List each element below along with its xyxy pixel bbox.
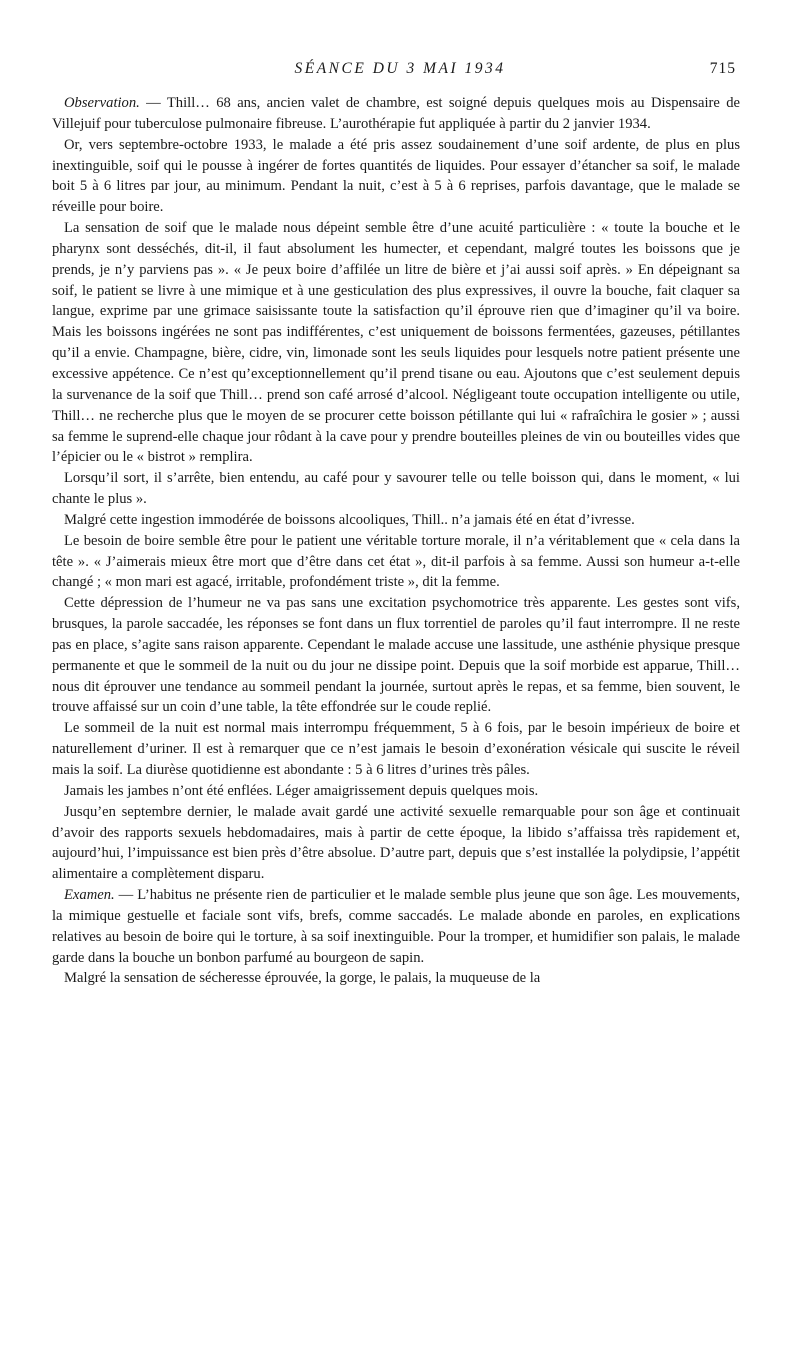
paragraph: Lorsqu’il sort, il s’arrête, bien entendu, au café pour y savourer telle ou telle boisson qui, dans le moment, « lui chante le plus ».	[52, 470, 740, 508]
examen-lead: Examen.	[64, 887, 115, 904]
paragraph: Cette dépression de l’humeur ne va pas sans une excitation psychomotrice très apparente. Les gestes sont vifs, brusques, la parole saccadée, les réponses se font dans un flux torrentiel de paroles qu’il faut interrompre. Il ne reste pas en place, s’agite sans raison apparente. Cependant le malade accuse une lassitude, une asthénie physique presque permanente et que le sommeil de la nuit ou du jour ne dissipe point. Depuis que la soif morbide est apparue, Thill… nous dit éprouver une tendance au sommeil pendant la journée, surtout après le repas, et sa femme, bien souvent, le trouve affaissé sur un coin d’une table, la tête effondrée sur le coude replié.	[52, 595, 740, 716]
paragraph: Or, vers septembre-octobre 1933, le malade a été pris assez soudainement d’une soif ardente, de plus en plus inextinguible, soif qui le pousse à ingérer de fortes quantités de liquides. Pour essayer d’étancher sa soif, le malade boit 5 à 6 litres par jour, au minimum. Pendant la nuit, c’est à 5 à 6 reprises, parfois davantage, que le malade se réveille pour boire.	[52, 136, 740, 216]
observation-lead: Observation.	[64, 95, 140, 111]
paragraph: Jamais les jambes n’ont été enflées. Léger amaigrissement depuis quelques mois.	[64, 782, 539, 799]
article-body	[52, 93, 740, 989]
paragraph: Malgré cette ingestion immodérée de boissons alcooliques, Thill.. n’a jamais été en état d’ivresse.	[64, 511, 635, 528]
observation-paragraph	[52, 93, 740, 135]
observation-text: — Thill… 68 ans, ancien valet de chambre, est soigné depuis quelques mois au Dispensaire de Villejuif pour tuberculose pulmonaire fibreuse. L’aurothérapie fut appliquée à partir du 2 janvier 1934.	[52, 95, 740, 132]
paragraph: Le besoin de boire semble être pour le patient une véritable torture morale, il n’a véritablement que « cela dans la tête ». « J’aimerais mieux être mort que d’être dans cet état », dit-il parfois à sa femme. Aussi son humeur a-t-elle changé ; « mon mari est agacé, irritable, profondément triste », dit la femme.	[52, 532, 740, 591]
page-number: 715	[709, 60, 736, 77]
paragraph: Le sommeil de la nuit est normal mais interrompu fréquemment, 5 à 6 fois, par le besoin impérieux de boire et naturellement d’uriner. Il est à remarquer que ce n’est jamais le besoin d’exonération vésicale qui suscite le réveil mais la soif. La diurèse quotidienne est abondante : 5 à 6 litres d’urines très pâles.	[52, 720, 740, 778]
running-title: SÉANCE DU 3 MAI 1934	[294, 60, 506, 77]
running-head	[60, 60, 740, 84]
final-paragraph: Malgré la sensation de sécheresse éprouvée, la gorge, le palais, la muqueuse de la	[64, 970, 541, 987]
examen-text: — L’habitus ne présente rien de particulier et le malade semble plus jeune que son âge. Les mouvements, la mimique gestuelle et faciale sont vifs, brefs, comme saccadés. Le malade abonde en paroles, en explications relatives au besoin de boire qui le torture, à sa soif inextinguible. Pour la tromper, et humidifier son palais, le malade garde dans la bouche un bonbon parfumé au bourgeon de sapin.	[52, 887, 740, 966]
examen-paragraph	[52, 885, 740, 968]
paragraph: La sensation de soif que le malade nous dépeint semble être d’une acuité particulière : « toute la bouche et le pharynx sont desséchés, dit-il, il faut absolument les humecter, et cependant, malgré toutes les boissons que je prends, je n’y parviens pas ». « Je peux boire d’affilée un litre de bière et j’ai aussi soif après. » En dépeignant sa soif, le patient se livre à une mimique et à une gesticulation des plus expressives, il ouvre la bouche, fait claquer sa langue, exprime par une grimace saisissante toute la satisfaction qu’il éprouve rien que d’imaginer qu’il va boire. Mais les boissons ingérées ne sont pas indifférentes, c’est uniquement de boissons fermentées, gazeuses, pétillantes qu’il a envie. Champagne, bière, cidre, vin, limonade sont les seuls liquides pour lesquels notre patient présente une excessive appétence. Ce n’est qu’exceptionnellement qu’il prend tisane ou eau. Ajoutons que c’est seulement depuis la survenance de la soif que Thill… prend son café arrosé d’alcool. Négligeant toute occupation intelligente ou utile, Thill… ne recherche plus que le moyen de se procurer cette boisson pétillante qui lui « rafraîchira le gosier » ; aussi sa femme le suprend-elle chaque jour rôdant à la cave pour y prendre bouteilles pleines de vin ou bouteilles vides que l’épicier ou le « bistrot » remplira.	[52, 220, 740, 466]
paragraph: Jusqu’en septembre dernier, le malade avait gardé une activité sexuelle remarquable pour son âge et continuait d’avoir des rapports sexuels hebdomadaires, mais à partir de cette époque, la libido s’affaissa très rapidement et, aujourd’hui, l’impuissance est bien près d’être absolue. D’autre part, depuis que s’est installée la polydipsie, l’appétit alimentaire a complètement disparu.	[52, 803, 740, 883]
